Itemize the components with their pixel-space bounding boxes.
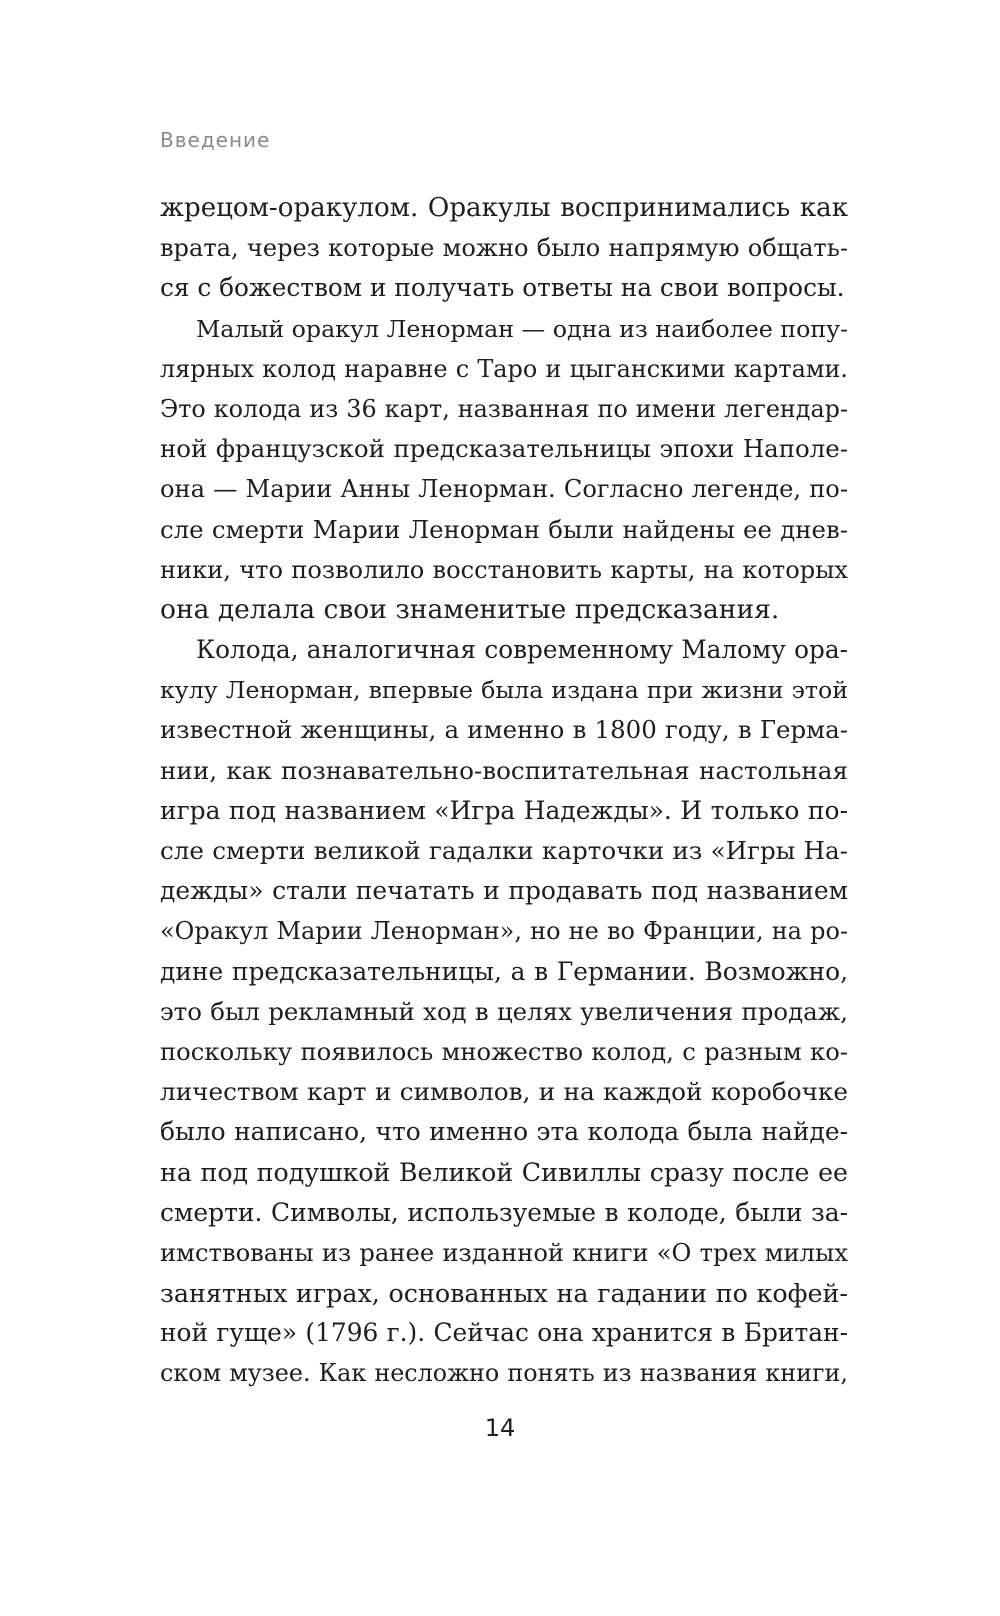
text-line: нии, как познавательно-воспитательная настольная: [160, 755, 848, 785]
text-line: жрецом-оракулом. Оракулы воспринимались как: [160, 193, 848, 223]
text-line: личеством карт и символов, и на каждой коробочке: [160, 1077, 848, 1107]
text-line: она делала свои знаменитые предсказания.: [160, 593, 780, 625]
text-line: на под подушкой Великой Сивиллы сразу после ее: [160, 1157, 848, 1187]
text-line: известной женщины, а именно в 1800 году, в Герма-: [160, 715, 848, 745]
running-head: Введение: [160, 128, 271, 152]
text-line: игра под названием «Игра Надежды». И только по-: [160, 795, 848, 825]
text-line: она — Марии Анны Ленорман. Согласно легенде, по-: [160, 475, 848, 504]
text-line: сле смерти великой гадалки карточки из «Игры На-: [160, 836, 848, 865]
page-number: 14: [484, 1414, 516, 1442]
text-line: смерти. Символы, используемые в колоде, были за-: [160, 1197, 848, 1227]
text-line: дежды» стали печатать и продавать под названием: [160, 876, 848, 906]
text-line: лярных колод наравне с Таро и цыганскими картами.: [160, 354, 848, 383]
text-line: имствованы из ранее изданной книги «О трех милых: [160, 1238, 848, 1267]
text-line: Это колода из 36 карт, названная по имени легендар-: [160, 394, 848, 423]
text-line: дине предсказательницы, а в Германии. Возможно,: [160, 956, 848, 986]
text-line: поскольку появилось множество колод, с разным ко-: [160, 1036, 848, 1066]
text-line: врата, через которые можно было напрямую общать-: [160, 234, 848, 263]
text-line: ники, что позволило восстановить карты, на которых: [160, 555, 848, 584]
text-line: это был рекламный ход в целях увеличения продаж,: [160, 996, 848, 1026]
text-line: сле смерти Марии Ленорман были найдены ее днев-: [160, 514, 848, 544]
text-line: было написано, что именно эта колода была найде-: [160, 1117, 848, 1147]
text-line: Малый оракул Ленорман — одна из наиболее попу-: [196, 314, 849, 343]
text-line: Колода, аналогичная современному Малому ора-: [196, 635, 848, 665]
text-line: занятных играх, основанных на гадании по кофей-: [160, 1278, 848, 1309]
text-line: «Оракул Марии Ленорман», но не во Франции, на ро-: [160, 917, 848, 946]
text-line: ском музее. Как несложно понять из названия книги,: [160, 1359, 848, 1388]
text-line: ной гуще» (1796 г.). Сейчас она хранится в Британ-: [160, 1318, 848, 1348]
text-line: ной французской предсказательницы эпохи Наполе-: [160, 434, 848, 464]
body-text: [160, 188, 848, 1394]
text-line: кулу Ленорман, впервые была издана при жизни этой: [160, 676, 848, 705]
text-line: ся с божеством и получать ответы на свои вопросы.: [160, 273, 845, 303]
